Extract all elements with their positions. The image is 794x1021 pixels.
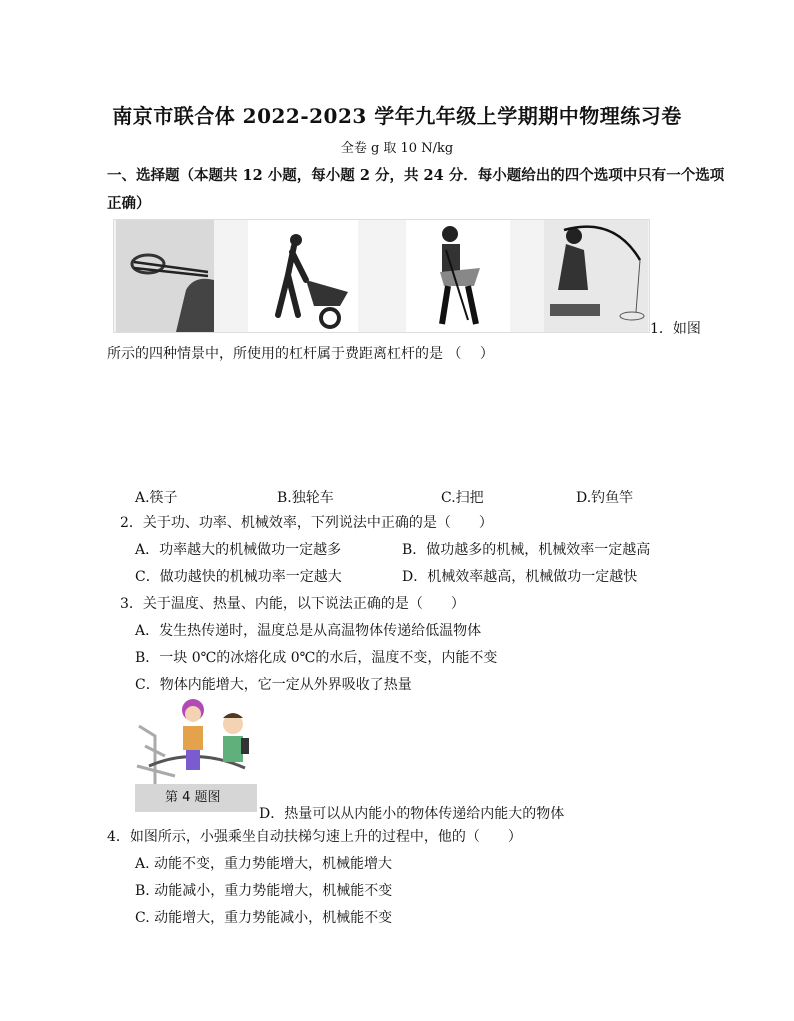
q2-option-a: A．功率越大的机械做功一定越多 [135, 542, 342, 558]
q1-number: 1．如图 [650, 321, 701, 337]
section-heading-continued: 正确） [107, 195, 151, 212]
q3-option-b: B．一块 0℃的冰熔化成 0℃的水后，温度不变，内能不变 [135, 650, 498, 666]
q1-figure-strip [113, 219, 650, 333]
q4-option-a: A. 动能不变，重力势能增大，机械能增大 [135, 856, 393, 872]
q4-stem: 4．如图所示，小强乘坐自动扶梯匀速上升的过程中，他的（ ） [107, 829, 522, 845]
q1-option-d: D.钓鱼竿 [576, 490, 634, 506]
q2-option-c: C．做功越快的机械功率一定越大 [135, 569, 342, 585]
broom-image [406, 220, 510, 332]
q2-stem: 2．关于功、功率、机械效率，下列说法中正确的是（ ） [120, 515, 493, 531]
q1-option-c: C.扫把 [441, 490, 484, 506]
wheelbarrow-image [248, 220, 358, 332]
q3-option-a: A．发生热传递时，温度总是从高温物体传递给低温物体 [135, 623, 482, 639]
q4-option-c: C. 动能增大，重力势能减小，机械能不变 [135, 910, 393, 926]
q1-option-a: A.筷子 [135, 490, 178, 506]
section-heading: 一、选择题（本题共 12 小题，每小题 2 分，共 24 分．每小题给出的四个选项中只有一个选项 [107, 167, 725, 184]
q2-option-b: B．做功越多的机械，机械效率一定越高 [402, 542, 651, 558]
fishing-rod-image [544, 220, 648, 332]
page-title: 南京市联合体 2022-2023 学年九年级上学期期中物理练习卷 [112, 104, 682, 128]
q2-option-d: D．机械效率越高，机械做功一定越快 [402, 569, 638, 585]
q4-option-b: B. 动能减小，重力势能增大，机械能不变 [135, 883, 393, 899]
page-subtitle: 全卷 g 取 10 N/kg [340, 141, 454, 156]
q3-stem: 3．关于温度、热量、内能，以下说法正确的是（ ） [120, 596, 465, 612]
q3-option-d: D．热量可以从内能小的物体传递给内能大的物体 [259, 806, 565, 822]
q1-stem: 所示的四种情景中，所使用的杠杆属于费距离杠杆的是 （ ） [107, 346, 494, 362]
q4-figure-caption: 第 4 题图 [135, 784, 257, 812]
q4-figure [135, 696, 257, 814]
chopsticks-image [116, 220, 214, 332]
escalator-image [135, 696, 257, 786]
q1-option-b: B.独轮车 [277, 490, 334, 506]
q3-option-c: C．物体内能增大，它一定从外界吸收了热量 [135, 677, 412, 693]
